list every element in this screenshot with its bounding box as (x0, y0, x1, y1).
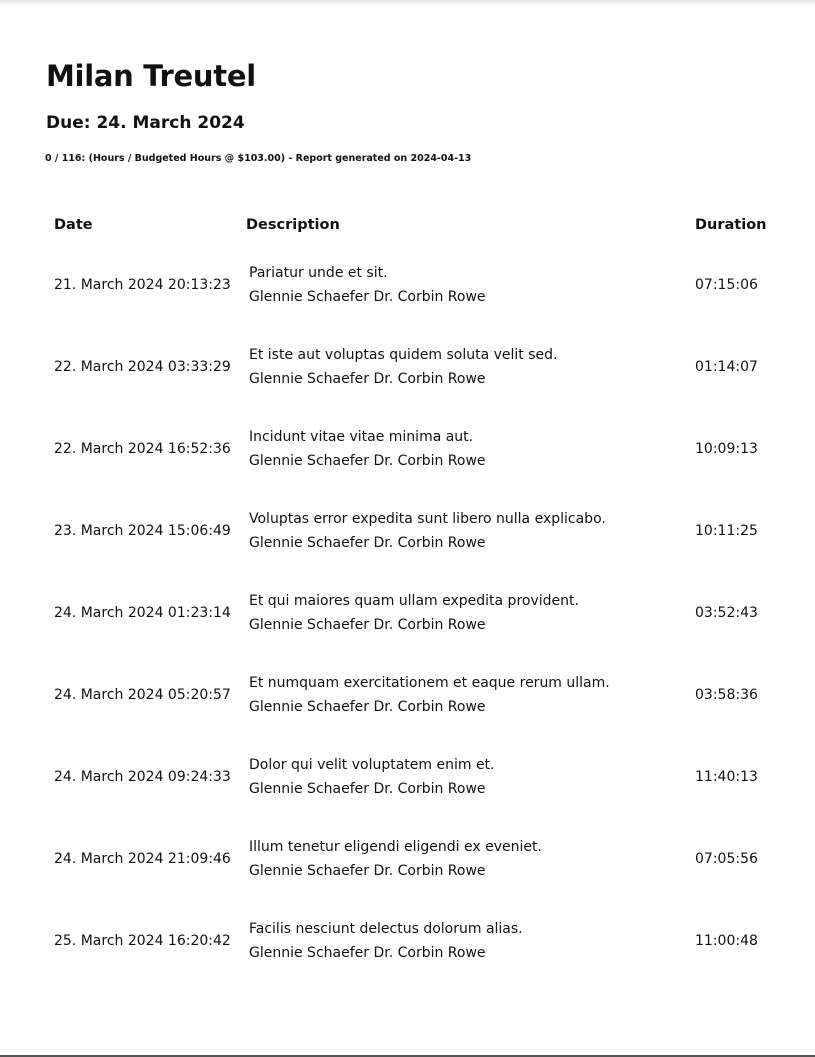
entry-description: Incidunt vitae vitae minima aut. (249, 429, 474, 445)
entry-date: 24. March 2024 21:09:46 (54, 851, 231, 867)
entry-duration: 10:09:13 (695, 441, 758, 457)
entry-people: Glennie Schaefer Dr. Corbin Rowe (249, 781, 486, 797)
entry-date: 22. March 2024 16:52:36 (54, 441, 231, 457)
entry-description: Et iste aut voluptas quidem soluta velit sed. (249, 347, 558, 363)
table-row (46, 572, 776, 654)
table-row (46, 736, 776, 818)
entry-description-cell (246, 736, 695, 818)
entry-people: Glennie Schaefer Dr. Corbin Rowe (249, 453, 486, 469)
table-row (46, 326, 776, 408)
entry-duration: 03:58:36 (695, 687, 758, 703)
entry-description-cell (246, 408, 695, 490)
entry-people: Glennie Schaefer Dr. Corbin Rowe (249, 945, 486, 961)
entry-date: 24. March 2024 05:20:57 (54, 687, 231, 703)
entry-description-cell (246, 818, 695, 900)
entry-duration: 01:14:07 (695, 359, 758, 375)
entry-date: 21. March 2024 20:13:23 (54, 277, 231, 293)
entry-duration: 07:15:06 (695, 277, 758, 293)
entry-description-cell (246, 326, 695, 408)
entry-description-cell (246, 900, 695, 982)
entry-duration: 10:11:25 (695, 523, 758, 539)
entry-date: 22. March 2024 03:33:29 (54, 359, 231, 375)
entry-people: Glennie Schaefer Dr. Corbin Rowe (249, 863, 486, 879)
page-top-shadow (0, 0, 815, 6)
entry-duration: 07:05:56 (695, 851, 758, 867)
entry-people: Glennie Schaefer Dr. Corbin Rowe (249, 617, 486, 633)
entry-people: Glennie Schaefer Dr. Corbin Rowe (249, 371, 486, 387)
entry-date: 25. March 2024 16:20:42 (54, 933, 231, 949)
time-entries-table (46, 206, 776, 982)
entry-people: Glennie Schaefer Dr. Corbin Rowe (249, 289, 486, 305)
entry-description: Voluptas error expedita sunt libero nulla explicabo. (249, 511, 606, 527)
entry-description-cell (246, 654, 695, 736)
entry-date: 23. March 2024 15:06:49 (54, 523, 231, 539)
table-row (46, 900, 776, 982)
duration-column-header: Duration (695, 217, 767, 233)
table-row (46, 654, 776, 736)
entry-description: Facilis nesciunt delectus dolorum alias. (249, 921, 523, 937)
entry-date: 24. March 2024 09:24:33 (54, 769, 231, 785)
report-summary: 0 / 116: (Hours / Budgeted Hours @ $103.00) - Report generated on 2024-04-13 (45, 153, 472, 164)
date-column-header: Date (54, 217, 93, 233)
entry-people: Glennie Schaefer Dr. Corbin Rowe (249, 699, 486, 715)
entry-description: Dolor qui velit voluptatem enim et. (249, 757, 495, 773)
entry-description: Et numquam exercitationem et eaque rerum ullam. (249, 675, 610, 691)
table-row (46, 244, 776, 326)
entry-description-cell (246, 572, 695, 654)
report-page (45, 56, 776, 961)
table-row (46, 818, 776, 900)
entry-description: Illum tenetur eligendi eligendi ex eveniet. (249, 839, 542, 855)
entry-description: Et qui maiores quam ullam expedita provident. (249, 593, 579, 609)
description-column-header: Description (246, 217, 340, 233)
entry-description: Pariatur unde et sit. (249, 265, 388, 281)
entry-description-cell (246, 490, 695, 572)
table-row (46, 490, 776, 572)
entry-date: 24. March 2024 01:23:14 (54, 605, 231, 621)
entry-duration: 03:52:43 (695, 605, 758, 621)
entry-duration: 11:00:48 (695, 933, 758, 949)
due-date: Due: 24. March 2024 (46, 113, 245, 133)
table-row (46, 408, 776, 490)
entry-description-cell (246, 244, 695, 326)
report-title: Milan Treutel (46, 59, 256, 93)
table-header-row (46, 206, 776, 244)
entry-people: Glennie Schaefer Dr. Corbin Rowe (249, 535, 486, 551)
entry-duration: 11:40:13 (695, 769, 758, 785)
